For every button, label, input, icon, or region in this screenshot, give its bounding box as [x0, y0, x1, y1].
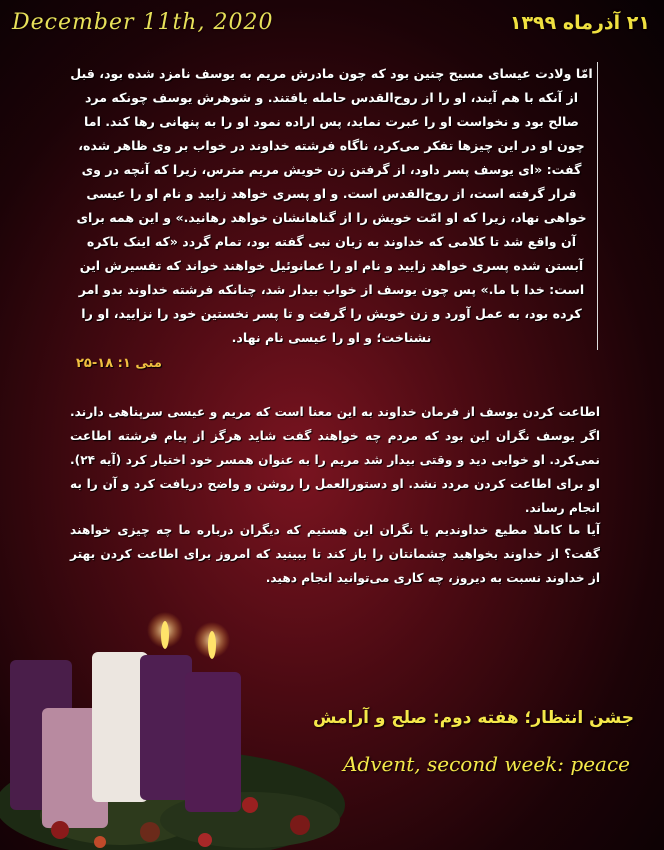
flame-1: [161, 621, 169, 649]
advent-title-persian: جشن انتظار؛ هفته دوم: صلح و آرامش: [312, 708, 634, 728]
candle-purple-middle: [140, 655, 192, 800]
candle-white: [92, 652, 148, 802]
reflection-paragraph-1: اطاعت کردن یوسف از فرمان خداوند به این معنا است که مریم و عیسی سرپناهی دارند. اگر یوسف نگران این بود که مردم چه خواهند گفت شاید هرگز از پیام فرشته اطاعت نمی‌کرد. او خوابی دید و وقتی بیدار شد مریم را به عنوان همسر خود اختیار کرد (آیه ۲۴). او برای اطاعت کردن مردد نشد. او دستورالعمل را روشن و واضح دریافت کرد و آن را به انجام رساند.: [70, 405, 600, 515]
advent-title-english: Advent, second week: peace: [342, 752, 630, 776]
scripture-reference: متی ۱: ۱۸-۲۵: [76, 356, 162, 371]
flame-2: [208, 631, 216, 659]
candle-purple-right: [185, 672, 241, 812]
reflection-paragraph-2: آیا ما کاملا مطیع خداوندیم یا نگران این هستیم که دیگران درباره ما چه چیزی خواهند گفت؟ از خداوند بخواهید چشمانتان را باز کند تا ببینید که امروز برای اطاعت کردن بهتر از خداوند نسبت به دیروز، چه کاری می‌توانید انجام دهید.: [70, 523, 600, 585]
scripture-passage: امّا ولادت عیسای مسیح چنین بود که چون مادرش مریم به یوسف نامزد شده بود، قبل از آنکه با هم آیند، او را از روح‌القدس حامله یافتند. و شوهرش یوسف چونکه مرد صالح بود و نخواست او را عبرت نماید، پس اراده نمود او را به پنهانی رها کند. اما چون او در این چیزها تفکر می‌کرد، ناگاه فرشته خداوند در خواب بر وی ظاهر شده، گفت: «ای یوسف پسر داود، از گرفتن زن خویش مریم مترس، زیرا که آنچه در وی قرار گرفته است، از روح‌القدس است. و او پسری خواهد زایید و نام او را عیسی خواهی نهاد، زیرا که او امّت خویش را از گناهانشان خواهد رهانید.» و این همه برای آن واقع شد تا کلامی که خداوند به زبان نبی گفته بود، تمام گردد «که اینک باکره آبستن شده پسری خواهد زایید و نام او را عمانوئیل خواهند خواند که تفسیرش این است: خدا با ما.» پس چون یوسف از خواب بیدار شد، چنانکه فرشته خداوند بدو امر کرده بود، به عمل آورد و زن خویش را گرفت و تا پسر نخستین خود را نزایید، او را نشناخت؛ و او را عیسی نام نهاد.: [70, 62, 598, 350]
date-english: December 11th, 2020: [12, 10, 274, 35]
advent-candles-image: [0, 600, 360, 850]
date-persian: ۲۱ آذرماه ۱۳۹۹: [509, 12, 650, 34]
